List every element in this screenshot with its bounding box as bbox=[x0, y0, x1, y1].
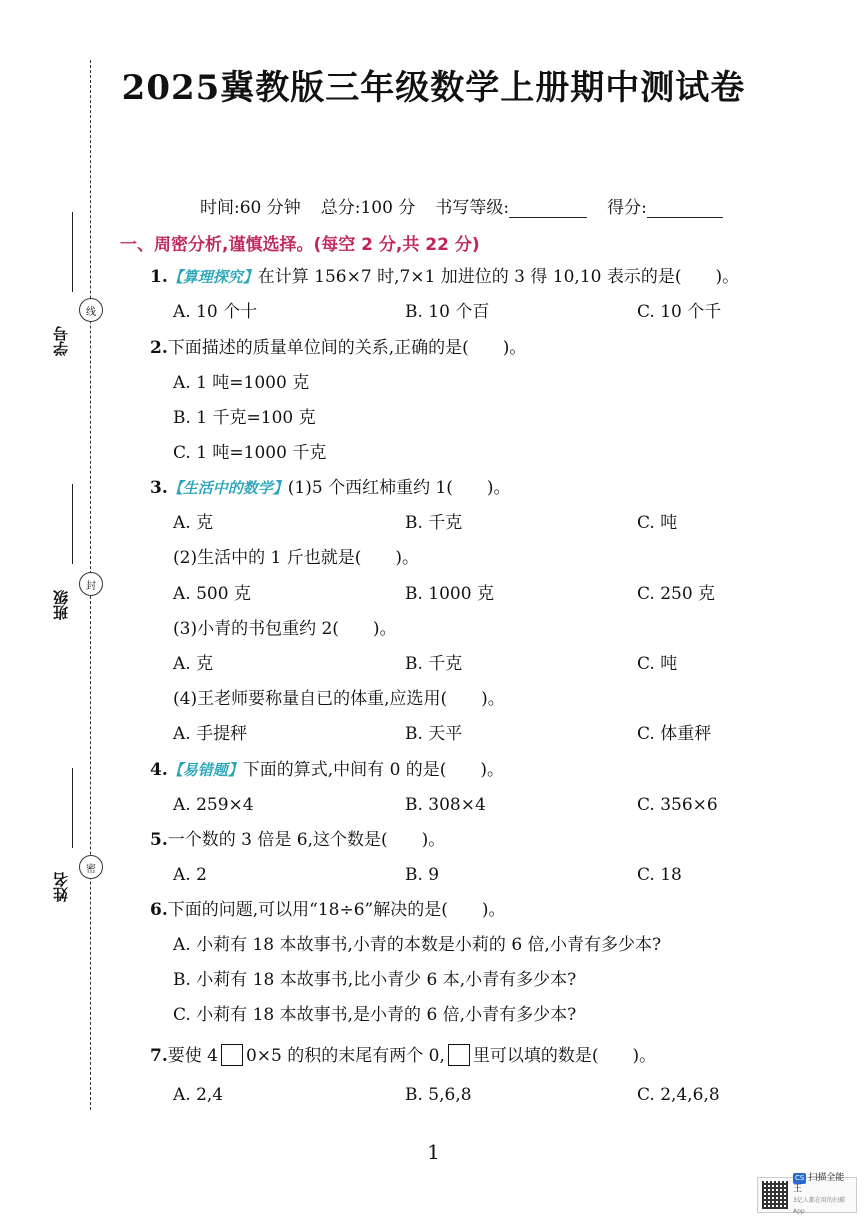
option-a: A. 手提秤 bbox=[173, 724, 248, 744]
option-a: A. 1 吨=1000 克 bbox=[173, 373, 310, 393]
option-b: B. 天平 bbox=[405, 724, 463, 744]
exam-info bbox=[200, 193, 723, 218]
option-c: C. 体重秤 bbox=[637, 724, 712, 744]
name-label: 姓名 bbox=[52, 872, 70, 902]
seal-mark-secret: 密 bbox=[79, 855, 103, 879]
option-a: A. 10 个十 bbox=[173, 302, 258, 322]
qr-code-icon bbox=[762, 1181, 788, 1209]
answer-box bbox=[221, 1044, 243, 1066]
question-text-part1: 要使 4 bbox=[167, 1046, 218, 1066]
question-3 bbox=[150, 476, 511, 500]
question-1 bbox=[150, 265, 739, 289]
page-number: 1 bbox=[427, 1140, 440, 1164]
student-id-label: 学号 bbox=[52, 326, 70, 356]
scanner-watermark bbox=[757, 1173, 857, 1215]
option-b: B. 千克 bbox=[405, 654, 463, 674]
question-4 bbox=[150, 758, 504, 782]
question-text-part3: 里可以填的数是( )。 bbox=[472, 1046, 657, 1066]
writing-grade-label: 书写等级: bbox=[435, 198, 510, 218]
option-c: C. 吨 bbox=[637, 513, 678, 533]
option-c: C. 250 克 bbox=[637, 584, 716, 604]
question-number: 5. bbox=[150, 830, 168, 850]
question-2 bbox=[150, 336, 526, 360]
answer-box bbox=[448, 1044, 470, 1066]
section-heading: 一、周密分析,谨慎选择。(每空 2 分,共 22 分) bbox=[120, 235, 480, 255]
question-tag: 【生活中的数学】 bbox=[167, 479, 288, 497]
seal-mark-seal: 封 bbox=[79, 572, 103, 596]
watermark-name: 扫描全能王 bbox=[793, 1173, 845, 1194]
question-text: 下面描述的质量单位间的关系,正确的是( )。 bbox=[167, 338, 527, 358]
option-c: C. 1 吨=1000 千克 bbox=[173, 443, 327, 463]
question-text: 下面的问题,可以用“18÷6”解决的是( )。 bbox=[167, 900, 506, 920]
question-number: 3. bbox=[150, 478, 168, 498]
camscanner-logo: CS bbox=[795, 1174, 805, 1182]
question-number: 7. bbox=[150, 1046, 168, 1066]
option-c: C. 吨 bbox=[637, 654, 678, 674]
question-text: 下面的算式,中间有 0 的是( )。 bbox=[242, 760, 505, 780]
sub-question-2: (2)生活中的 1 斤也就是( )。 bbox=[173, 548, 419, 568]
question-7 bbox=[150, 1044, 656, 1068]
option-b: B. 1000 克 bbox=[405, 584, 494, 604]
option-b: B. 308×4 bbox=[405, 795, 486, 815]
option-b: B. 10 个百 bbox=[405, 302, 490, 322]
watermark-subtitle: 3亿人都在用的扫描App bbox=[793, 1197, 845, 1215]
option-a: A. 克 bbox=[173, 513, 214, 533]
question-text: 在计算 156×7 时,7×1 加进位的 3 得 10,10 表示的是( )。 bbox=[257, 267, 740, 287]
option-b: B. 5,6,8 bbox=[405, 1085, 472, 1105]
page-title: 2025冀教版三年级数学上册期中测试卷 bbox=[121, 68, 746, 108]
total-score-info: 总分:100 分 bbox=[320, 198, 416, 218]
sub-question-3: (3)小青的书包重约 2( )。 bbox=[173, 619, 397, 639]
option-c: C. 356×6 bbox=[637, 795, 718, 815]
name-blank bbox=[72, 768, 73, 848]
question-number: 1. bbox=[150, 267, 168, 287]
question-6 bbox=[150, 898, 506, 922]
option-a: A. 克 bbox=[173, 654, 214, 674]
question-number: 4. bbox=[150, 760, 168, 780]
question-number: 6. bbox=[150, 900, 168, 920]
question-text: (1)5 个西红柿重约 1( )。 bbox=[287, 478, 511, 498]
option-a: A. 2 bbox=[173, 865, 207, 885]
option-a: A. 小莉有 18 本故事书,小青的本数是小莉的 6 倍,小青有多少本? bbox=[173, 935, 662, 955]
score-label: 得分: bbox=[607, 198, 647, 218]
question-number: 2. bbox=[150, 338, 168, 358]
option-a: A. 2,4 bbox=[173, 1085, 224, 1105]
sub-question-4: (4)王老师要称量自已的体重,应选用( )。 bbox=[173, 689, 505, 709]
option-c: C. 10 个千 bbox=[637, 302, 722, 322]
option-b: B. 1 千克=100 克 bbox=[173, 408, 316, 428]
option-c: C. 2,4,6,8 bbox=[637, 1085, 720, 1105]
option-a: A. 259×4 bbox=[173, 795, 254, 815]
option-c: C. 小莉有 18 本故事书,是小青的 6 倍,小青有多少本? bbox=[173, 1005, 577, 1025]
option-b: B. 小莉有 18 本故事书,比小青少 6 本,小青有多少本? bbox=[173, 970, 577, 990]
question-text: 一个数的 3 倍是 6,这个数是( )。 bbox=[167, 830, 446, 850]
question-text-part2: 0×5 的积的末尾有两个 0, bbox=[245, 1046, 445, 1066]
class-label: 班级 bbox=[52, 590, 70, 620]
question-tag: 【算理探究】 bbox=[167, 268, 258, 286]
writing-grade-blank bbox=[509, 199, 587, 218]
seal-mark-line: 线 bbox=[79, 298, 103, 322]
option-b: B. 千克 bbox=[405, 513, 463, 533]
class-blank bbox=[72, 484, 73, 564]
question-tag: 【易错题】 bbox=[167, 761, 243, 779]
score-blank bbox=[647, 199, 723, 218]
question-5 bbox=[150, 828, 445, 852]
student-id-blank bbox=[72, 212, 73, 292]
option-b: B. 9 bbox=[405, 865, 440, 885]
option-c: C. 18 bbox=[637, 865, 682, 885]
time-info: 时间:60 分钟 bbox=[200, 198, 301, 218]
option-a: A. 500 克 bbox=[173, 584, 251, 604]
